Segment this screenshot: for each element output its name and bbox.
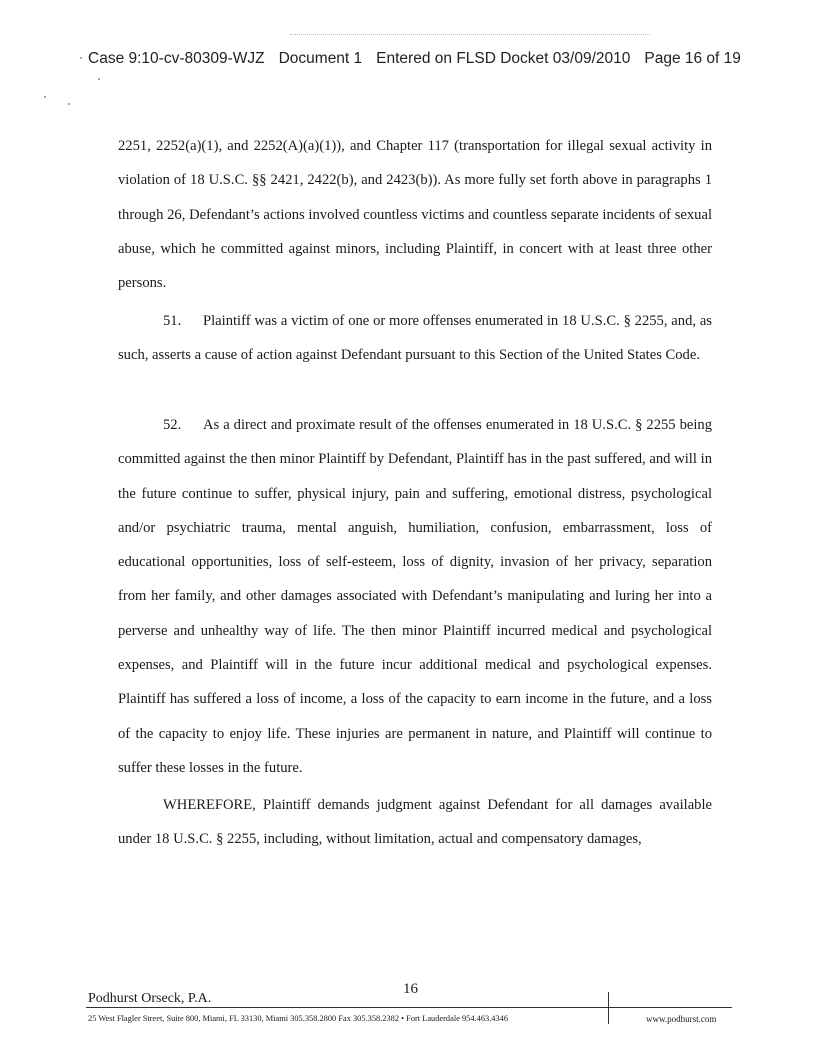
paragraph-text: Plaintiff was a victim of one or more offenses enumerated in 18 U.S.C. § 2255, and, as such, asserts a cause of action against Defendant pursuant to this Section of the United States Code. xyxy=(118,313,712,364)
footer-separator xyxy=(608,992,609,1024)
docket-header xyxy=(88,50,755,68)
docket-entry: Entered on FLSD Docket 03/09/2010 xyxy=(376,50,631,67)
paragraph-51 xyxy=(118,304,712,373)
firm-website: www.podhurst.com xyxy=(646,1014,717,1024)
scan-speck xyxy=(44,96,46,98)
firm-name: Podhurst Orseck, P.A. xyxy=(88,991,212,1006)
scan-speck xyxy=(68,103,70,105)
case-number: Case 9:10-cv-80309-WJZ xyxy=(88,50,265,67)
paragraph-52 xyxy=(118,408,712,785)
page-number: 16 xyxy=(403,981,418,997)
scan-speck xyxy=(80,57,82,59)
document-number: Document 1 xyxy=(278,50,363,67)
paragraph-number: 52. xyxy=(163,417,182,433)
scan-artifact-line xyxy=(290,34,650,36)
wherefore-paragraph: WHEREFORE, Plaintiff demands judgment against Defendant for all damages available under 18 U.S.C. § 2255, including, without limitation, actual and compensatory damages, xyxy=(118,797,712,848)
paragraph-text: As a direct and proximate result of the offenses enumerated in 18 U.S.C. § 2255 being committed against the then minor Plaintiff by Defendant, Plaintiff has in the past suffered, and will in the future continue to suffer, physical injury, pain and suffering, emotional distress, psychological and/or psychiatric trauma, mental anguish, humiliation, confusion, embarrassment, loss of educational opportunities, loss of self-esteem, loss of dignity, invasion of her privacy, separation from her family, and other damages associated with Defendant’s manipulating and luring her into a perverse and unhealthy way of life. The then minor Plaintiff incurred medical and psychological expenses, and Plaintiff will in the future incur additional medical and psychological expenses. Plaintiff has suffered a loss of income, a loss of the capacity to earn income in the future, and a loss of the capacity to enjoy life. These injuries are permanent in nature, and Plaintiff will continue to suffer these losses in the future. xyxy=(118,417,712,776)
scan-speck xyxy=(98,78,100,80)
paragraph-number: 51. xyxy=(163,313,182,329)
footer-divider xyxy=(86,1007,732,1008)
firm-address: 25 West Flagler Street, Suite 800, Miami, FL 33130, Miami 305.358.2800 Fax 305.358.2382 • Fort Lauderdale 954.463.4346 xyxy=(88,1014,509,1023)
page-count: Page 16 of 19 xyxy=(644,50,741,67)
continuation-paragraph: 2251, 2252(a)(1), and 2252(A)(a)(1)), and Chapter 117 (transportation for illegal sexual activity in violation of 18 U.S.C. §§ 2421, 2422(b), and 2423(b)). As more fully set forth above in paragraphs 1 through 26, Defendant’s actions involved countless victims and countless separate incidents of sexual abuse, which he committed against minors, including Plaintiff, in concert with at least three other persons. xyxy=(118,138,712,292)
